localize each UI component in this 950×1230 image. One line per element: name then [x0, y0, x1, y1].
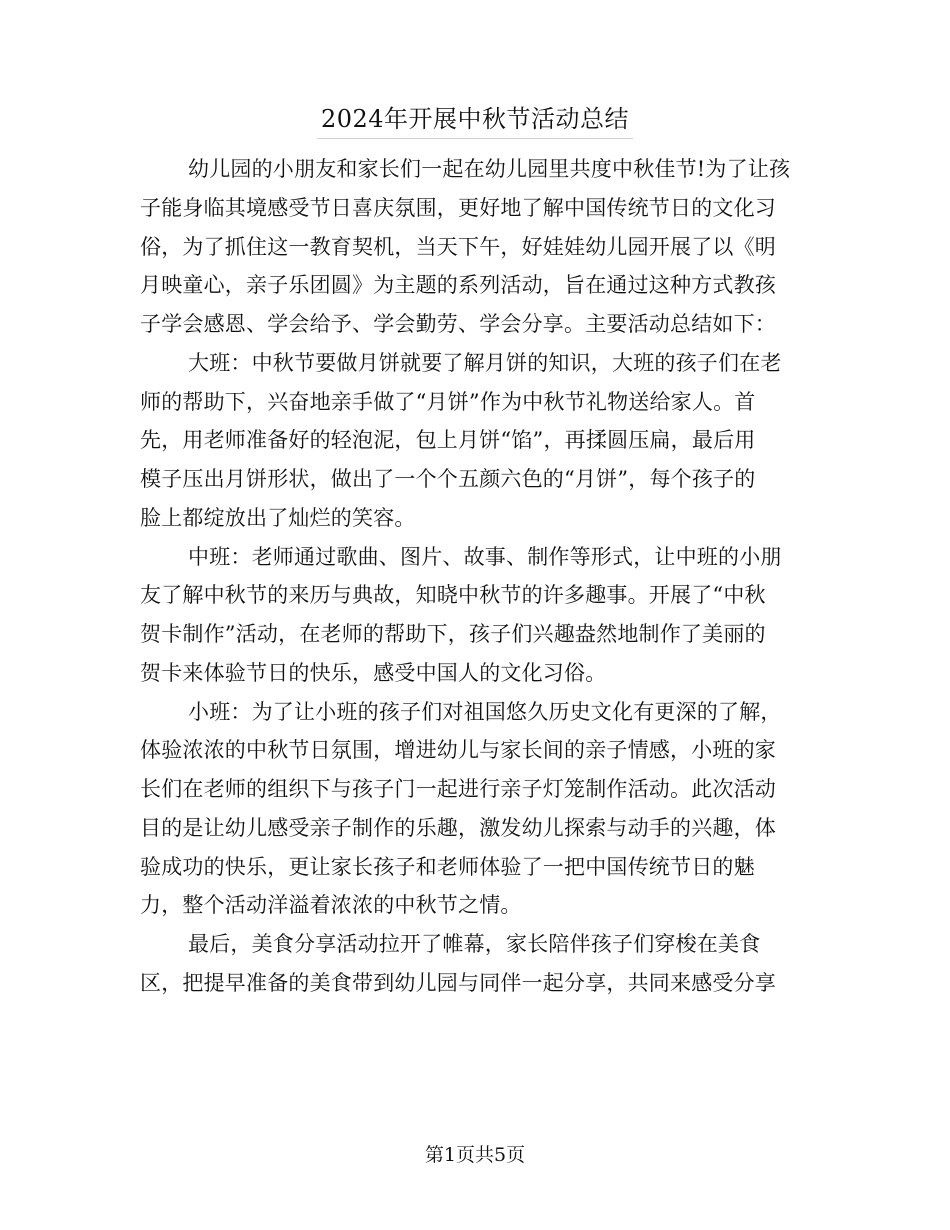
paragraph-line: 幼儿园的小朋友和家长们一起在幼儿园里共度中秋佳节!为了让孩 [188, 157, 791, 181]
page-indicator: 第1页共5页 [424, 1144, 526, 1166]
paragraph-line: 长们在老师的组织下与孩子门一起进行亲子灯笼制作活动。此次活动 [140, 777, 776, 801]
title-area [0, 102, 950, 139]
paragraph-line: 子学会感恩、学会给予、学会勤劳、学会分享。主要活动总结如下： [140, 312, 776, 336]
paragraph-line: 师的帮助下，兴奋地亲手做了“月饼”作为中秋节礼物送给家人。首 [140, 389, 756, 414]
paragraph-line: 大班：中秋节要做月饼就要了解月饼的知识，大班的孩子们在老 [188, 350, 782, 375]
paragraph-line: 贺卡来体验节日的快乐，感受中国人的文化习俗。 [140, 660, 607, 685]
document-body [140, 150, 805, 1003]
paragraph-line: 验成功的快乐，更让家长孩子和老师体验了一把中国传统节日的魅 [140, 854, 755, 879]
paragraph-line: 力，整个活动洋溢着浓浓的中秋节之情。 [140, 893, 522, 918]
paragraph-line: 中班：老师通过歌曲、图片、故事、制作等形式，让中班的小朋 [188, 544, 782, 569]
paragraph-line: 小班：为了让小班的孩子们对祖国悠久历史文化有更深的了解， [188, 699, 782, 724]
paragraph-line: 最后，美食分享活动拉开了帷幕，家长陪伴孩子们穿梭在美食 [188, 932, 761, 956]
paragraph-line: 子能身临其境感受节日喜庆氛围，更好地了解中国传统节日的文化习 [140, 195, 776, 220]
paragraph-line: 月映童心，亲子乐团圆》为主题的系列活动，旨在通过这种方式教孩 [140, 273, 776, 298]
paragraph-line: 目的是让幼儿感受亲子制作的乐趣，激发幼儿探索与动手的兴趣，体 [140, 815, 776, 840]
paragraph-line: 区，把提早准备的美食带到幼儿园与同伴一起分享，共同来感受分享 [140, 970, 776, 995]
paragraph-line: 模子压出月饼形状，做出了一个个五颜六色的“月饼”，每个孩子的 [140, 467, 756, 491]
paragraph-line: 贺卡制作”活动，在老师的帮助下，孩子们兴趣盎然地制作了美丽的 [140, 622, 766, 646]
paragraph-line: 脸上都绽放出了灿烂的笑容。 [140, 505, 416, 530]
paragraph-line: 体验浓浓的中秋节日氛围，增进幼儿与家长间的亲子情感，小班的家 [140, 738, 776, 763]
paragraph-line: 先，用老师准备好的轻泡泥，包上月饼“馅”，再揉圆压扁，最后用 [140, 428, 756, 453]
paragraph-line: 友了解中秋节的来历与典故，知晓中秋节的许多趣事。开展了“中秋 [140, 583, 766, 608]
page-footer [0, 1140, 950, 1170]
document-title: 2024年开展中秋节活动总结 [317, 102, 633, 139]
paragraph-line: 俗，为了抓住这一教育契机，当天下午，好娃娃幼儿园开展了以《明 [140, 234, 776, 259]
